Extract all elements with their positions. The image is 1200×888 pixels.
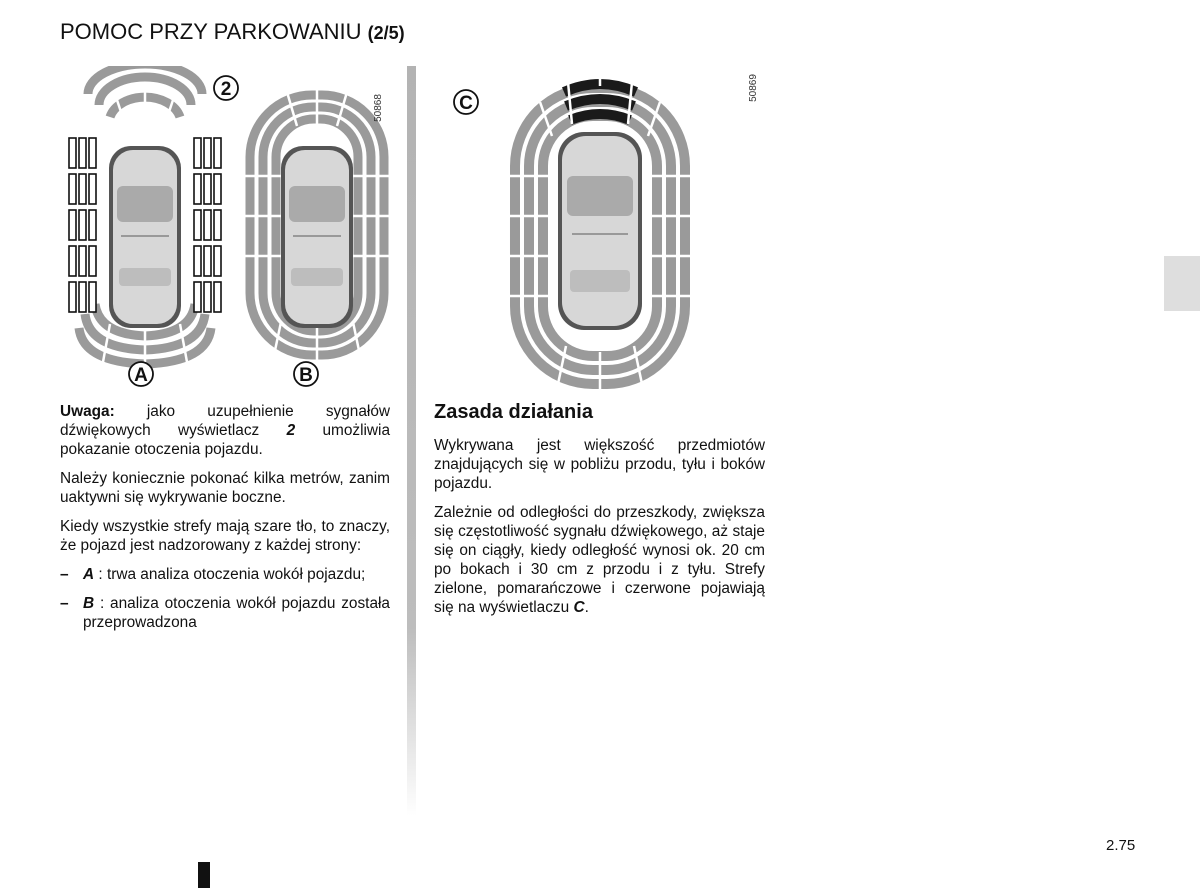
paragraph-distance [434, 503, 765, 617]
note-text-after: umożliwia pokazanie otoczenia pojazdu. [60, 422, 391, 458]
page-title-text: POMOC PRZY PARKOWANIU [60, 19, 362, 44]
note-label: Uwaga: [60, 403, 115, 420]
list-body [83, 594, 390, 632]
print-mark [198, 862, 210, 888]
list-item [60, 594, 390, 632]
list-dash: – [60, 566, 69, 583]
note-ref: 2 [286, 422, 296, 439]
figure-left [55, 66, 395, 392]
paragraph-grey-zones: Kiedy wszystkie strefy mają szare tło, to znaczy, że pojazd jest nadzorowany z każdej strony: [60, 518, 390, 554]
page-number: 2.75 [1106, 837, 1136, 854]
list-key: B [83, 595, 95, 612]
label-a-text: A [134, 365, 148, 386]
paragraph-distance-text: Zależnie od odległości do przeszkody, zwiększa się częstotliwość sygnału dźwiękowego, aż staje się on ciągły, kiedy odległość wynosi ok. 20 cm po bokach i 30 cm z przodu i z tyłu. Strefy zielone, pomarańczowe i czerwone pojawiają się na wyświetlaczu [434, 504, 765, 616]
car-icon-b [281, 146, 353, 328]
figure-code-left: 50868 [373, 94, 384, 122]
paragraph-side-detection: Należy koniecznie pokonać kilka metrów, zanim uaktywni się wykrywanie boczne. [60, 470, 390, 506]
chapter-tab [1164, 256, 1200, 311]
note-text-before: jako uzupełnienie sygnałów dźwiękowych wyświetlacz [60, 403, 390, 439]
callout-c [454, 90, 478, 114]
right-column [434, 400, 765, 627]
list-body [83, 565, 390, 584]
list-text: : analiza otoczenia wokół pojazdu została przeprowadzona [83, 595, 390, 631]
list-item [60, 565, 390, 584]
callout-2 [214, 76, 238, 100]
list-key: A [83, 566, 95, 583]
label-b-text: B [299, 365, 313, 386]
figure-code-right: 50869 [748, 74, 759, 102]
paragraph-detection: Wykrywana jest większość przedmiotów znajdujących się w pobliżu przodu, tyłu i boków pojazdu. [434, 437, 765, 492]
figure-right [440, 66, 780, 396]
column-divider [407, 66, 416, 816]
list-dash: – [60, 595, 69, 612]
display-b [243, 86, 391, 364]
car-icon-c [558, 132, 642, 330]
section-heading: Zasada działania [434, 401, 593, 423]
paragraph-distance-end: . [584, 599, 589, 616]
label-b [294, 362, 318, 386]
paragraph-distance-ref: C [573, 599, 585, 616]
page-title [60, 19, 405, 45]
list-text: : trwa analiza otoczenia wokół pojazdu; [94, 566, 366, 583]
page-part: (2/5) [367, 23, 405, 43]
callout-c-label: C [459, 93, 473, 114]
callout-2-label: 2 [220, 79, 232, 100]
display-a [69, 66, 221, 370]
car-icon-a [109, 146, 181, 328]
label-a [129, 362, 153, 386]
note-paragraph [60, 402, 390, 459]
left-column [60, 402, 390, 642]
